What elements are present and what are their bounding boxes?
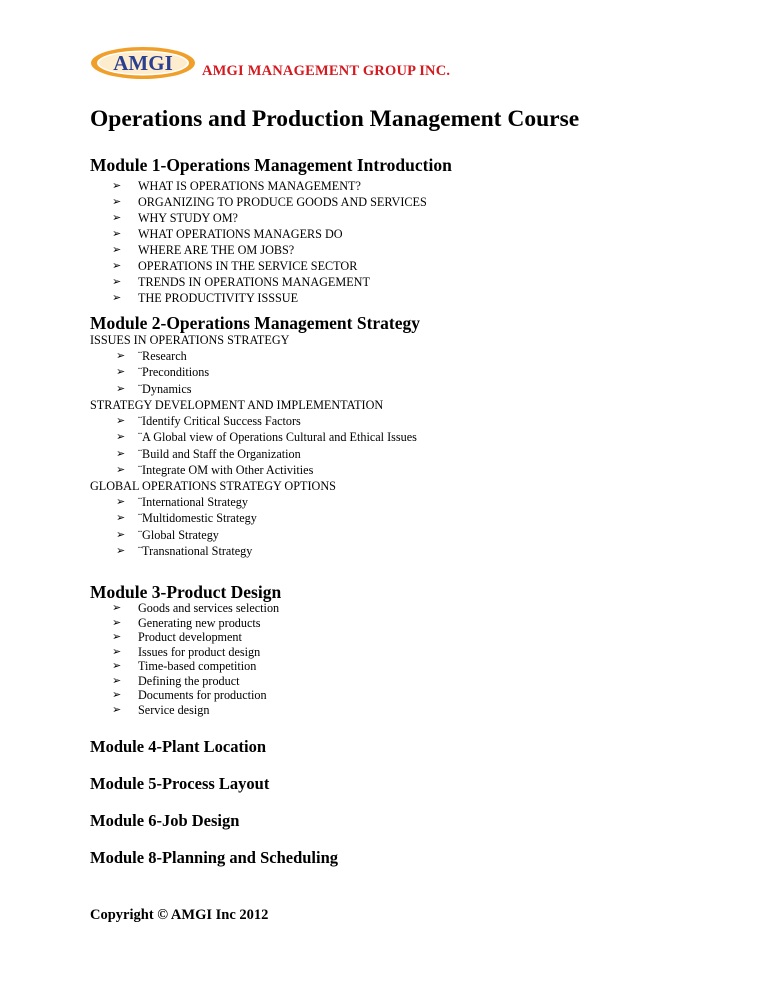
page-title: Operations and Production Management Course [90,106,580,132]
arrow-bullet-icon: ➢ [112,275,122,288]
arrow-bullet-icon: ➢ [116,365,126,379]
group-label: GLOBAL OPERATIONS STRATEGY OPTIONS [90,479,336,493]
arrow-bullet-icon: ➢ [112,291,122,304]
arrow-bullet-icon: ➢ [112,659,122,672]
module-8-heading: Module 8-Planning and Scheduling [90,848,339,867]
arrow-bullet-icon: ➢ [116,527,126,541]
arrow-bullet-icon: ➢ [116,430,126,444]
arrow-bullet-icon: ➢ [112,702,122,716]
arrow-bullet-icon: ➢ [112,227,122,240]
arrow-bullet-icon: ➢ [116,462,126,476]
arrow-bullet-icon: ➢ [116,446,126,460]
group-label: STRATEGY DEVELOPMENT AND IMPLEMENTATION [90,398,384,412]
arrow-bullet-icon: ➢ [112,259,122,272]
arrow-bullet-icon: ➢ [112,644,122,658]
module-6-heading: Module 6-Job Design [90,811,240,830]
arrow-bullet-icon: ➢ [116,381,126,395]
arrow-bullet-icon: ➢ [112,615,122,629]
module-4-heading: Module 4-Plant Location [90,737,266,756]
copyright-text: Copyright © AMGI Inc 2012 [90,907,269,923]
module-2-heading: Module 2-Operations Management Strategy [90,313,421,333]
logo-text: AMGI [113,51,173,75]
arrow-bullet-icon: ➢ [112,688,122,701]
arrow-bullet-icon: ➢ [116,495,126,508]
module-5-heading: Module 5-Process Layout [90,774,270,793]
module-1-heading: Module 1-Operations Management Introduction [90,155,452,175]
arrow-bullet-icon: ➢ [112,601,122,614]
header [90,43,690,83]
arrow-bullet-icon: ➢ [116,511,126,525]
group-label: ISSUES IN OPERATIONS STRATEGY [90,333,290,347]
arrow-bullet-icon: ➢ [112,673,122,687]
company-name: AMGI MANAGEMENT GROUP INC. [202,63,451,79]
arrow-bullet-icon: ➢ [112,195,122,208]
arrow-bullet-icon: ➢ [112,179,122,192]
arrow-bullet-icon: ➢ [116,349,126,362]
document-page: AMGI AMGI MANAGEMENT GROUP INC. Operations and Production Management Course Module 1-Operations Management Introduction ➢ WHAT IS OPERATIONS MANAGEMENT? ➢ ORGANIZING TO PRODUCE GOODS AND SERVICES ➢ WHY STUDY OM? ➢ WHAT OPERATIONS MANAGERS DO ➢ WHERE ARE THE OM JOBS? ➢ OPERATIONS IN THE SERVICE SECTOR ➢ TRENDS IN OPERATIONS MANAGEMENT ➢ THE PRODUCTIVITY ISSSUE Module 2-Operations Management Strategy ISSUES IN OPERATIONS STRATEGY ➢ ¨Research ➢ ¨Preconditions ➢ ¨Dynamics STRATEGY DEVELOPMENT AND IMPLEMENTATION ➢ ¨Identify Critical Success Factors ➢ ¨A Global view of Operations Cultural and Ethical Issues ➢ ¨Build and Staff the Organization ➢ ¨Integrate OM with Other Activities GLOBAL OPERATIONS STRATEGY OPTIONS ➢ ¨International Strategy ➢ ¨Multidomestic Strategy ➢ ¨Global Strategy ➢ ¨Transnational Strategy Module 3-Product Design ➢ Goods and services selection ➢ Generating new products ➢ Product development ➢ Issues for product design ➢ Time-based competition ➢ Defining the product ➢ Documents for production ➢ Service design Module 4-Plant Location Module 5-Process Layout Module 6-Job Design Module 8-Planning and Scheduling Copyright © AMGI Inc 2012 [0,0,768,994]
arrow-bullet-icon: ➢ [116,543,126,557]
arrow-bullet-icon: ➢ [116,414,126,427]
amgi-logo [90,46,196,80]
arrow-bullet-icon: ➢ [112,243,122,256]
module-3-heading: Module 3-Product Design [90,582,282,602]
arrow-bullet-icon: ➢ [112,211,122,224]
arrow-bullet-icon: ➢ [112,630,122,643]
